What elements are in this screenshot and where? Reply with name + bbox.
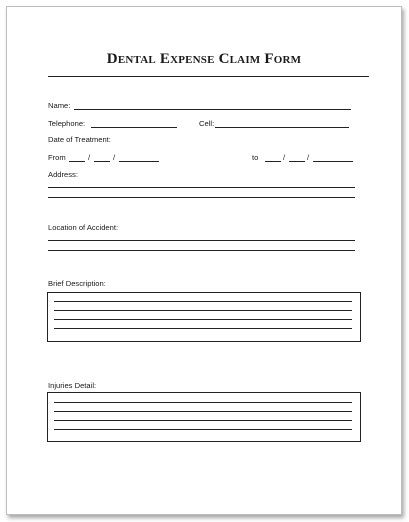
injuries-detail-label: Injuries Detail:	[48, 381, 97, 390]
description-line	[54, 310, 352, 311]
date-separator: /	[283, 153, 286, 162]
location-of-accident-label: Location of Accident:	[48, 223, 119, 232]
to-month-line[interactable]	[265, 161, 281, 162]
form-title: Dental Expense Claim Form	[106, 51, 302, 67]
date-of-treatment-label: Date of Treatment:	[48, 135, 111, 144]
from-day-line[interactable]	[94, 161, 110, 162]
address-line-1[interactable]	[48, 187, 355, 188]
from-label: From	[48, 153, 66, 162]
description-line	[54, 328, 352, 329]
title-underline	[48, 76, 369, 77]
injuries-line	[54, 402, 352, 403]
to-day-line[interactable]	[289, 161, 305, 162]
brief-description-label: Brief Description:	[48, 279, 106, 288]
location-line-1[interactable]	[48, 240, 355, 241]
telephone-line[interactable]	[91, 127, 177, 128]
injuries-line	[54, 429, 352, 430]
address-label: Address:	[48, 170, 78, 179]
date-separator: /	[113, 153, 116, 162]
from-month-line[interactable]	[69, 161, 85, 162]
injuries-line	[54, 411, 352, 412]
telephone-label: Telephone:	[48, 119, 86, 128]
to-year-line[interactable]	[313, 161, 353, 162]
name-line[interactable]	[74, 109, 351, 110]
brief-description-box[interactable]	[47, 292, 361, 342]
form-page	[6, 6, 402, 515]
description-line	[54, 301, 352, 302]
to-label: to	[252, 153, 259, 162]
cell-label: Cell:	[199, 119, 215, 128]
description-line	[54, 319, 352, 320]
injuries-line	[54, 420, 352, 421]
address-line-2[interactable]	[48, 197, 355, 198]
location-line-2[interactable]	[48, 250, 355, 251]
date-separator: /	[88, 153, 91, 162]
date-separator: /	[307, 153, 310, 162]
from-year-line[interactable]	[119, 161, 159, 162]
cell-line[interactable]	[215, 127, 349, 128]
name-label: Name:	[48, 101, 71, 110]
injuries-detail-box[interactable]	[47, 392, 361, 442]
